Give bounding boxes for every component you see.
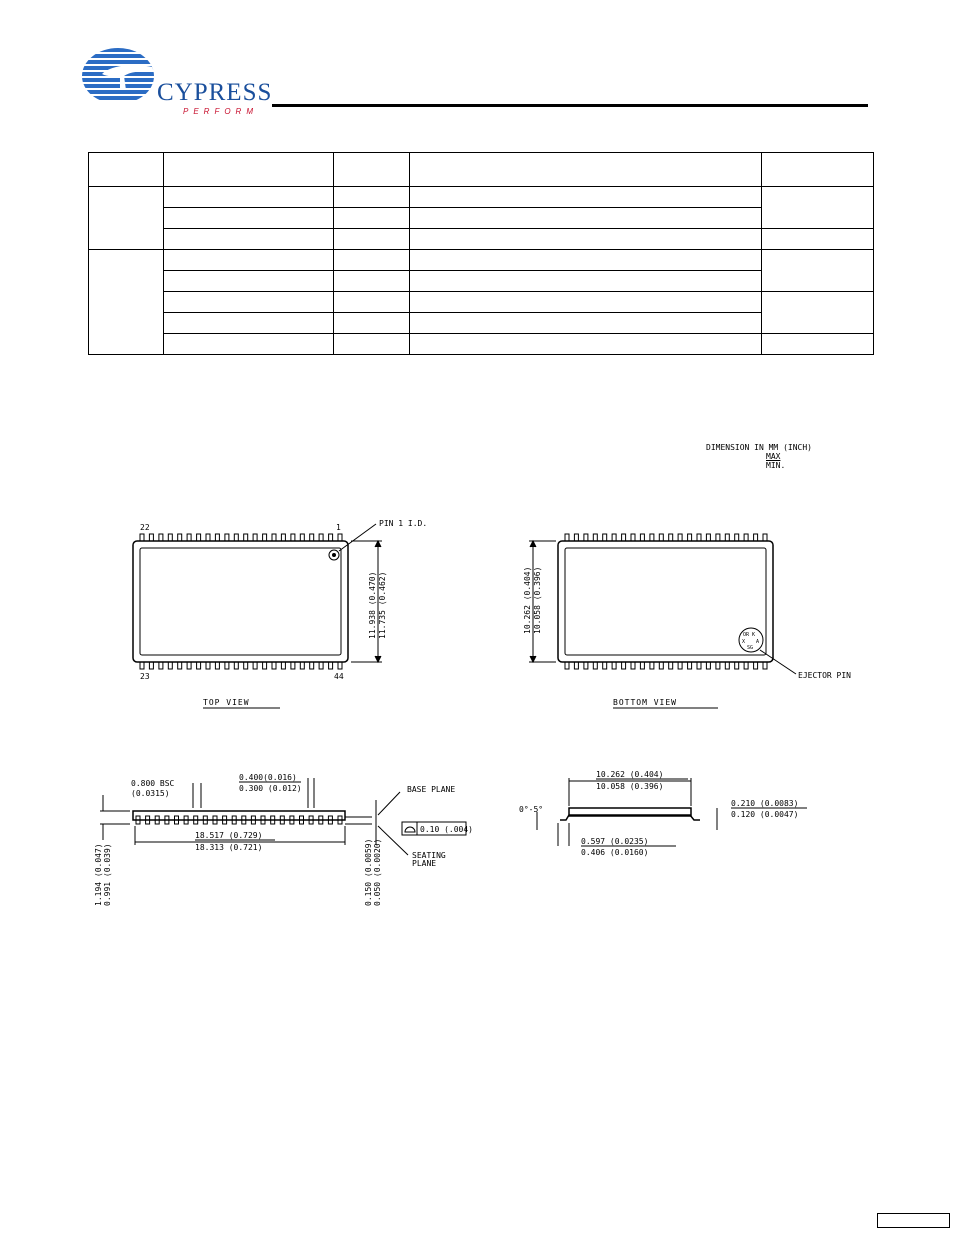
- package-pin: [640, 662, 644, 669]
- package-pin: [159, 534, 163, 541]
- package-pin: [697, 534, 701, 541]
- height-max: 1.194 (0.047): [94, 843, 103, 906]
- base-plane-label: BASE PLANE: [407, 785, 456, 794]
- package-pin: [744, 534, 748, 541]
- top-view: [133, 524, 382, 669]
- base-plane-leader: [378, 792, 400, 815]
- package-pin: [197, 534, 201, 541]
- package-pin: [197, 662, 201, 669]
- package-pin: [215, 534, 219, 541]
- profile-symbol-icon: [405, 827, 415, 832]
- lead-width-max: 0.400(0.016): [239, 773, 297, 782]
- package-pin: [272, 534, 276, 541]
- package-pin: [178, 662, 182, 669]
- dimension-note-min: MIN.: [766, 461, 786, 470]
- package-pin: [688, 662, 692, 669]
- package-pin: [584, 534, 588, 541]
- package-pin: [168, 662, 172, 669]
- logo-wordmark: CYPRESS: [157, 79, 273, 106]
- foot-length-max: 0.597 (0.0235): [581, 837, 649, 846]
- lead-angle-label: 0°-5°: [519, 805, 544, 814]
- package-pin: [291, 662, 295, 669]
- package-pin: [603, 534, 607, 541]
- package-pin: [291, 534, 295, 541]
- package-pin: [650, 534, 654, 541]
- bottom-view: [529, 534, 796, 674]
- package-pin: [187, 662, 191, 669]
- package-pin: [215, 662, 219, 669]
- logo-tagline: PERFORM: [183, 107, 258, 116]
- dimension-note-line1: DIMENSION IN MM (INCH): [706, 443, 812, 452]
- package-pin: [706, 662, 710, 669]
- top-view-caption: TOP VIEW: [203, 698, 250, 707]
- dim-arrow-icon: [375, 541, 381, 547]
- dim-arrow-icon: [530, 656, 536, 662]
- package-pin: [754, 534, 758, 541]
- package-pin: [329, 534, 333, 541]
- package-pin: [678, 534, 682, 541]
- package-pin: [659, 662, 663, 669]
- lead-thickness-max: 0.210 (0.0083): [731, 799, 799, 808]
- package-pin: [763, 662, 767, 669]
- ejector-mark: X: [742, 639, 746, 645]
- coplanarity-value: 0.10 (.004): [420, 825, 473, 834]
- package-pin: [763, 534, 767, 541]
- length-min: 18.313 (0.721): [195, 843, 263, 852]
- package-pin: [612, 534, 616, 541]
- dim-arrow-icon: [530, 541, 536, 547]
- ejector-mark: K: [752, 632, 756, 638]
- seating-plane-label: PLANE: [412, 859, 437, 868]
- package-pin: [244, 534, 248, 541]
- lead-width-min: 0.300 (0.012): [239, 784, 302, 793]
- package-pin: [754, 662, 758, 669]
- package-pin: [603, 662, 607, 669]
- package-pin: [281, 534, 285, 541]
- ejector-pin-label: EJECTOR PIN: [798, 671, 851, 680]
- package-pin: [187, 534, 191, 541]
- package-pin: [735, 534, 739, 541]
- package-pin: [574, 534, 578, 541]
- package-pin: [263, 534, 267, 541]
- ejector-mark: SG: [747, 645, 754, 651]
- package-pin: [234, 534, 238, 541]
- package-pin: [716, 534, 720, 541]
- seating-plane-leader: [378, 826, 408, 855]
- top-view-upper-pins: [140, 534, 342, 541]
- package-pin: [631, 534, 635, 541]
- bottom-view-body-outline: [558, 541, 773, 662]
- length-max: 18.517 (0.729): [195, 831, 263, 840]
- package-pin: [716, 662, 720, 669]
- bottom-view-body-inner: [565, 548, 766, 655]
- package-pin: [272, 662, 276, 669]
- package-pin: [178, 534, 182, 541]
- package-pin: [300, 662, 304, 669]
- foot-length-min: 0.406 (0.0160): [581, 848, 649, 857]
- dimension-note-max: MAX: [766, 452, 781, 461]
- top-view-body-inner: [140, 548, 341, 655]
- pin1-leader: [339, 524, 376, 551]
- pin1-id-label: PIN 1 I.D.: [379, 519, 428, 528]
- package-pin: [319, 662, 323, 669]
- package-pin: [697, 662, 701, 669]
- package-pin: [574, 662, 578, 669]
- package-pin: [688, 534, 692, 541]
- pin-number-label: 44: [334, 672, 344, 681]
- package-pin: [300, 534, 304, 541]
- bottom-view-upper-pins: [565, 534, 767, 541]
- pin-number-label: 1: [336, 523, 341, 532]
- package-pin: [263, 662, 267, 669]
- package-pin: [735, 662, 739, 669]
- package-pin: [622, 662, 626, 669]
- package-pin: [234, 662, 238, 669]
- package-pin: [640, 534, 644, 541]
- package-pin: [631, 662, 635, 669]
- page-number-box: [877, 1213, 950, 1228]
- package-pin: [206, 534, 210, 541]
- package-pin: [565, 662, 569, 669]
- package-pin: [725, 662, 729, 669]
- package-pin: [329, 662, 333, 669]
- package-pin: [140, 534, 144, 541]
- package-pin: [140, 662, 144, 669]
- package-pin: [659, 534, 663, 541]
- package-pin: [319, 534, 323, 541]
- package-pin: [593, 662, 597, 669]
- ejector-mark: OR: [743, 632, 750, 638]
- package-pin: [650, 662, 654, 669]
- package-pin: [310, 662, 314, 669]
- package-pin: [593, 534, 597, 541]
- top-view-width-min: 11.735 (0.462): [378, 571, 387, 639]
- package-pin: [338, 662, 342, 669]
- package-pin: [612, 662, 616, 669]
- pin1-indicator-dot: [333, 554, 336, 557]
- package-pin: [744, 662, 748, 669]
- bottom-view-lower-pins: [565, 662, 767, 669]
- end-width-max: 10.262 (0.404): [596, 770, 664, 779]
- package-pin: [149, 662, 153, 669]
- package-pin: [253, 662, 257, 669]
- top-view-lower-pins: [140, 662, 342, 669]
- bottom-view-caption: BOTTOM VIEW: [613, 698, 677, 707]
- lead-thickness-min: 0.120 (0.0047): [731, 810, 799, 819]
- bottom-view-width-max: 10.262 (0.404): [523, 566, 532, 634]
- package-pin: [310, 534, 314, 541]
- ejector-mark: A: [756, 639, 760, 645]
- top-view-body-outline: [133, 541, 348, 662]
- package-pin: [338, 534, 342, 541]
- bottom-view-width-min: 10.058 (0.396): [533, 566, 542, 634]
- package-pin: [206, 662, 210, 669]
- pin-number-label: 22: [140, 523, 150, 532]
- package-pin: [159, 662, 163, 669]
- package-pin: [622, 534, 626, 541]
- package-pin: [244, 662, 248, 669]
- package-pin: [281, 662, 285, 669]
- pitch-inch-label: (0.0315): [131, 789, 170, 798]
- pitch-label: 0.800 BSC: [131, 779, 175, 788]
- package-pin: [565, 534, 569, 541]
- package-pin: [584, 662, 588, 669]
- package-pin: [669, 534, 673, 541]
- package-pin: [678, 662, 682, 669]
- package-pin: [706, 534, 710, 541]
- height-min: 0.991 (0.039): [103, 843, 112, 906]
- package-pin: [225, 662, 229, 669]
- end-width-min: 10.058 (0.396): [596, 782, 664, 791]
- dim-arrow-icon: [375, 656, 381, 662]
- pin-number-label: 23: [140, 672, 150, 681]
- package-pin: [168, 534, 172, 541]
- standoff-min: 0.050 (0.0020): [373, 838, 382, 906]
- package-pin: [225, 534, 229, 541]
- package-pin: [669, 662, 673, 669]
- package-pin: [253, 534, 257, 541]
- package-pin: [149, 534, 153, 541]
- seating-plane-label: SEATING: [412, 851, 446, 860]
- top-view-width-max: 11.938 (0.470): [368, 571, 377, 639]
- standoff-max: 0.150 (0.0059): [364, 838, 373, 906]
- package-pin: [725, 534, 729, 541]
